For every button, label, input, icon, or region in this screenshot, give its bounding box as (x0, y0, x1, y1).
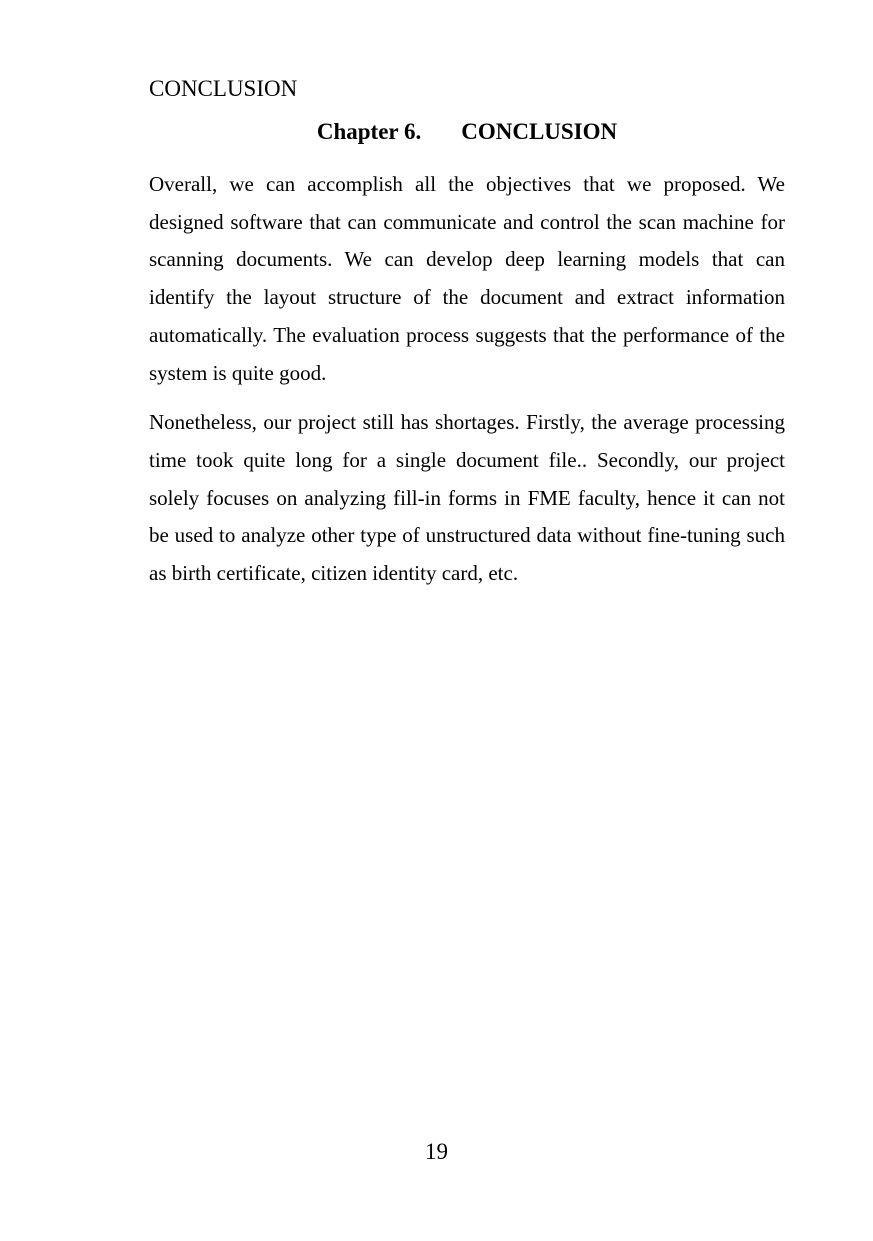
paragraph: Overall, we can accomplish all the objectives that we proposed. We designed software that can communicate and control the scan machine for scanning documents. We can develop deep learning models that can identify the layout structure of the document and extract information automatically. The evaluation process suggests that the performance of the system is quite good. (149, 172, 785, 385)
chapter-number: Chapter 6. (316, 119, 422, 144)
running-header: CONCLUSION (149, 76, 298, 101)
chapter-heading (149, 117, 785, 147)
paragraph: Nonetheless, our project still has shortages. Firstly, the average processing time took quite long for a single document file.. Secondly, our project solely focuses on analyzing fill-in forms in FME faculty, hence it can not be used to analyze other type of unstructured data without fine-tuning such as birth certificate, citizen identity card, etc. (149, 410, 785, 586)
body-text (149, 166, 785, 605)
page-number: 19 (425, 1139, 448, 1164)
chapter-title: CONCLUSION (461, 119, 618, 144)
